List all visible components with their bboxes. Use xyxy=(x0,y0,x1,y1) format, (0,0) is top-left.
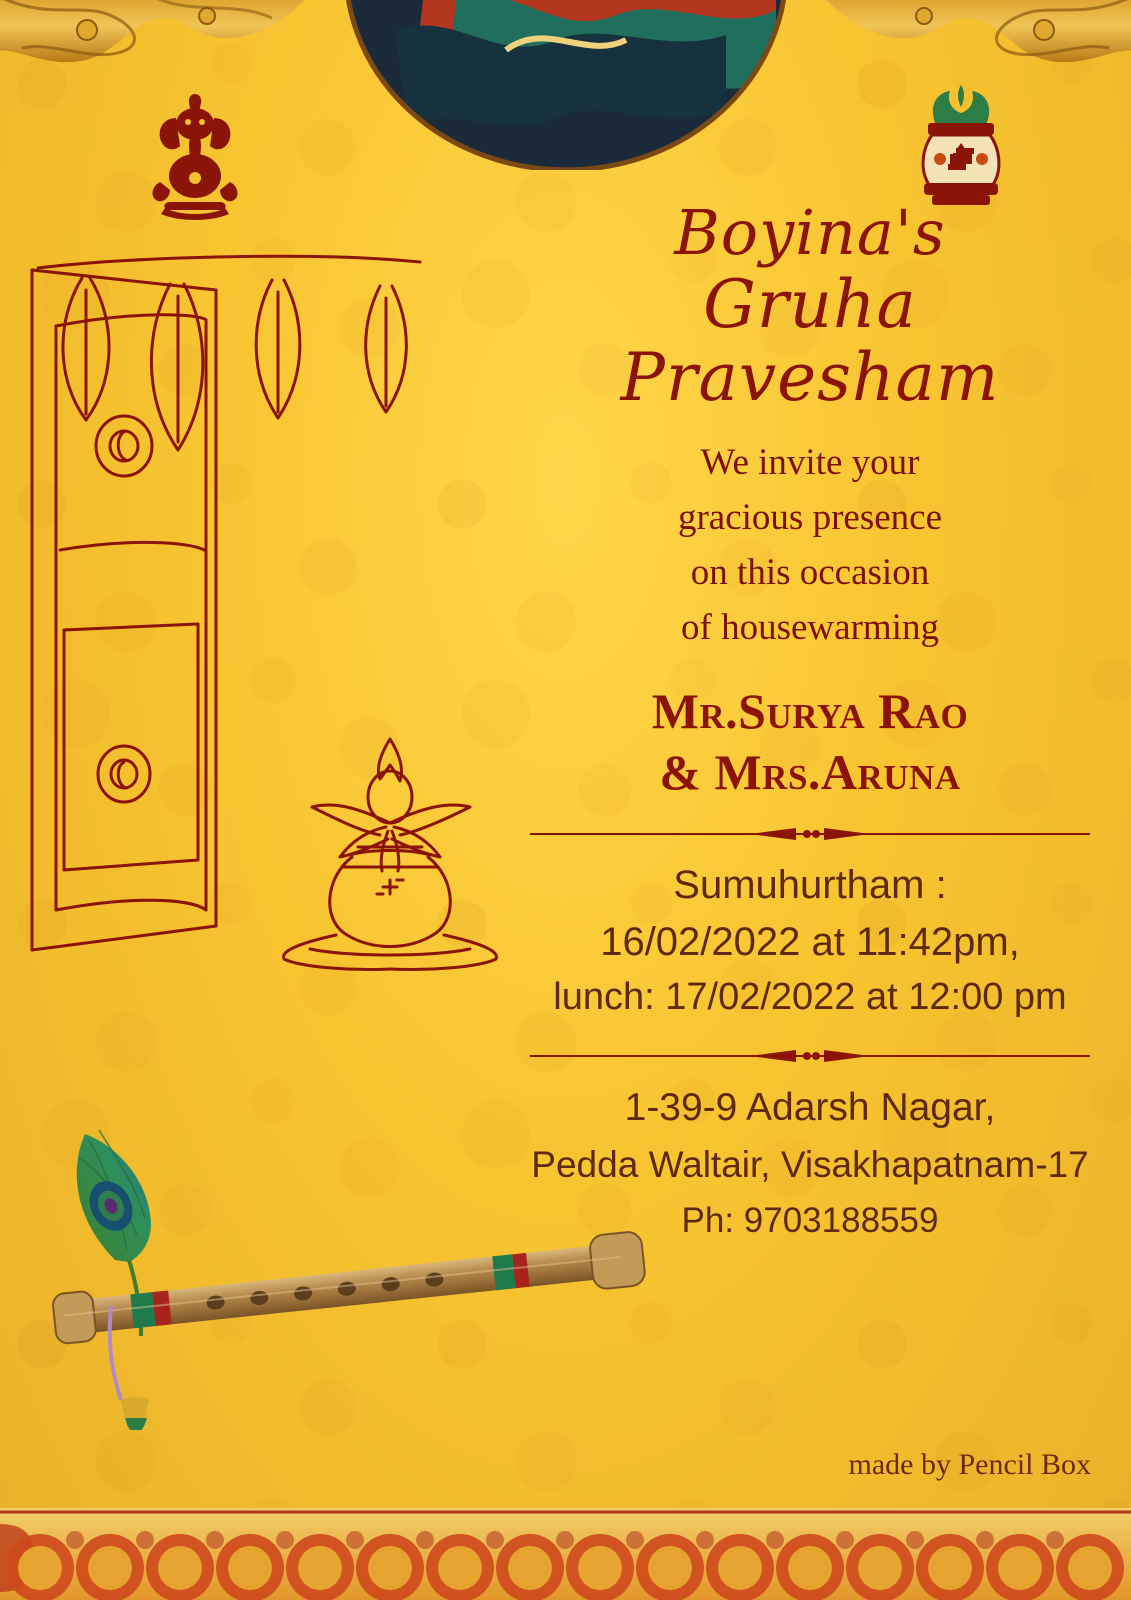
host-names xyxy=(520,681,1100,803)
phone-number[interactable]: Ph: 9703188559 xyxy=(681,1200,939,1240)
diamond-ornament-icon xyxy=(750,826,870,842)
maker-credit: made by Pencil Box xyxy=(848,1448,1091,1481)
host-name-2: & Mrs.Aruna xyxy=(659,744,961,801)
kalash-sketch-icon xyxy=(240,735,540,985)
invitation-message xyxy=(520,436,1100,655)
divider-1 xyxy=(520,821,1100,847)
diamond-ornament-icon xyxy=(750,1048,870,1064)
invitation-content xyxy=(520,196,1100,1247)
mango-leaf-toran-icon xyxy=(63,278,406,450)
event-title: Gruha Pravesham xyxy=(620,266,1000,416)
address-line-2: Pedda Waltair, Visakhapatnam-17 xyxy=(531,1144,1089,1186)
top-arch-medallion xyxy=(306,0,826,170)
invite-line-3: on this occasion xyxy=(690,551,930,593)
venue-address xyxy=(520,1079,1100,1248)
invite-line-1: We invite your xyxy=(700,442,920,484)
invite-line-2: gracious presence xyxy=(677,497,942,539)
schedule-muhurtham: 16/02/2022 at 11:42pm, xyxy=(600,920,1020,965)
invite-line-4: of housewarming xyxy=(681,606,939,648)
host-name-1: Mr.Surya Rao xyxy=(651,683,969,740)
divider-2 xyxy=(520,1043,1100,1069)
schedule-lunch: lunch: 17/02/2022 at 12:00 pm xyxy=(553,975,1067,1018)
bottom-border-ornament xyxy=(0,1490,1131,1600)
address-line-1: 1-39-9 Adarsh Nagar, xyxy=(624,1085,996,1129)
ganesha-icon xyxy=(140,90,250,220)
top-right-ornament xyxy=(819,0,1131,80)
family-name: Boyina's xyxy=(674,196,946,269)
schedule-label: Sumuhurtham : xyxy=(673,863,947,908)
schedule-block xyxy=(520,857,1100,1025)
top-left-ornament xyxy=(0,0,312,80)
